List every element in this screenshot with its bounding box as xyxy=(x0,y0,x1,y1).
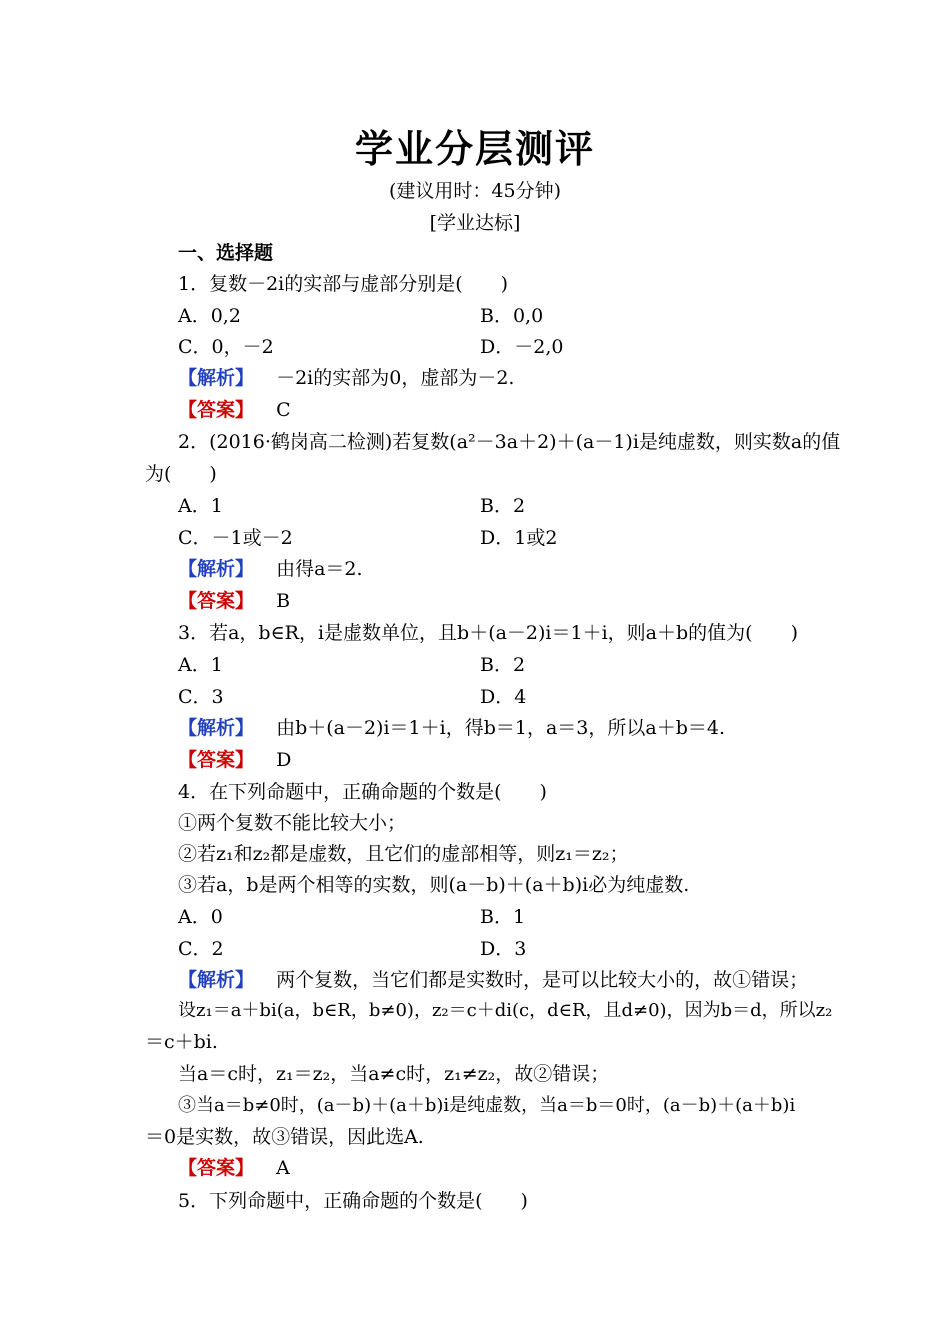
q3-option-b: B．2 xyxy=(480,654,526,676)
q2-option-b: B．2 xyxy=(480,495,526,517)
part-heading: 一、选择题 xyxy=(178,242,274,264)
q4-analysis-line3: ＝c＋bi. xyxy=(145,1031,218,1053)
q4-option-a: A．0 xyxy=(178,906,223,928)
q3-stem: 3．若a，b∈R，i是虚数单位，且b＋(a－2)i＝1＋i，则a＋b的值为( ) xyxy=(178,622,798,644)
q4-analysis xyxy=(178,968,808,992)
q4-analysis-line1: 两个复数，当它们都是实数时，是可以比较大小的，故①错误； xyxy=(276,969,809,991)
q4-statement-2: ②若z₁和z₂都是虚数，且它们的虚部相等，则z₁＝z₂； xyxy=(178,843,629,865)
q1-option-a: A．0,2 xyxy=(178,305,241,327)
q2-analysis xyxy=(178,557,363,581)
q2-answer-text: B xyxy=(276,590,291,612)
answer-label: 【答案】 xyxy=(178,399,255,421)
q5-stem: 5．下列命题中，正确命题的个数是( ) xyxy=(178,1190,528,1212)
q4-analysis-line5: ③当a＝b≠0时，(a－b)＋(a＋b)i是纯虚数，当a＝b＝0时，(a－b)＋(a＋b)i xyxy=(178,1095,796,1116)
page-title: 学业分层测评 xyxy=(354,126,595,171)
q4-option-d: D．3 xyxy=(480,938,527,960)
q2-option-c: C．－1或－2 xyxy=(178,527,293,549)
q2-analysis-text: 由得a＝2. xyxy=(276,558,363,580)
q3-option-a: A．1 xyxy=(178,654,223,676)
analysis-label: 【解析】 xyxy=(178,717,255,739)
q4-analysis-line2: 设z₁＝a＋bi(a，b∈R，b≠0)，z₂＝c＋di(c，d∈R，且d≠0)，因为b＝d，所以z₂ xyxy=(178,1000,833,1021)
analysis-label: 【解析】 xyxy=(178,969,255,991)
answer-label: 【答案】 xyxy=(178,1157,255,1179)
q2-option-a: A．1 xyxy=(178,495,223,517)
q3-option-d: D．4 xyxy=(480,686,527,708)
q3-analysis-text: 由b＋(a－2)i＝1＋i，得b＝1，a＝3，所以a＋b＝4. xyxy=(276,717,725,739)
q1-analysis xyxy=(178,366,514,390)
q1-stem: 1．复数－2i的实部与虚部分别是( ) xyxy=(178,273,509,295)
q3-analysis xyxy=(178,716,725,740)
q4-analysis-line6: ＝0是实数，故③错误，因此选A. xyxy=(145,1126,424,1148)
q4-statement-3: ③若a，b是两个相等的实数，则(a－b)＋(a＋b)i必为纯虚数. xyxy=(178,874,690,896)
section-tag: [学业达标] xyxy=(429,212,521,234)
q2-stem-line1: 2．(2016·鹤岗高二检测)若复数(a²－3a＋2)＋(a－1)i是纯虚数，则实数a的值 xyxy=(178,431,841,453)
q3-answer xyxy=(178,748,291,772)
q4-option-c: C．2 xyxy=(178,938,224,960)
q1-answer-text: C xyxy=(276,399,291,421)
answer-label: 【答案】 xyxy=(178,590,255,612)
q4-stem: 4．在下列命题中，正确命题的个数是( ) xyxy=(178,781,547,803)
analysis-label: 【解析】 xyxy=(178,367,255,389)
analysis-label: 【解析】 xyxy=(178,558,255,580)
q3-option-c: C．3 xyxy=(178,686,224,708)
q1-analysis-text: －2i的实部为0，虚部为－2. xyxy=(276,367,515,389)
answer-label: 【答案】 xyxy=(178,749,255,771)
q4-answer-text: A xyxy=(276,1157,290,1179)
q2-answer xyxy=(178,589,290,613)
q1-option-d: D．－2,0 xyxy=(480,336,564,358)
q4-answer xyxy=(178,1156,290,1180)
q1-answer xyxy=(178,398,291,422)
time-note: (建议用时：45分钟) xyxy=(388,180,561,202)
q4-statement-1: ①两个复数不能比较大小； xyxy=(178,812,407,834)
q1-option-c: C．0，－2 xyxy=(178,336,274,358)
q2-stem-line2: 为( ) xyxy=(145,463,217,485)
q2-option-d: D．1或2 xyxy=(480,527,558,549)
q4-option-b: B．1 xyxy=(480,906,526,928)
q4-analysis-line4: 当a＝c时，z₁＝z₂，当a≠c时，z₁≠z₂，故②错误； xyxy=(178,1063,610,1085)
q1-option-b: B．0,0 xyxy=(480,305,544,327)
q3-answer-text: D xyxy=(276,749,292,771)
